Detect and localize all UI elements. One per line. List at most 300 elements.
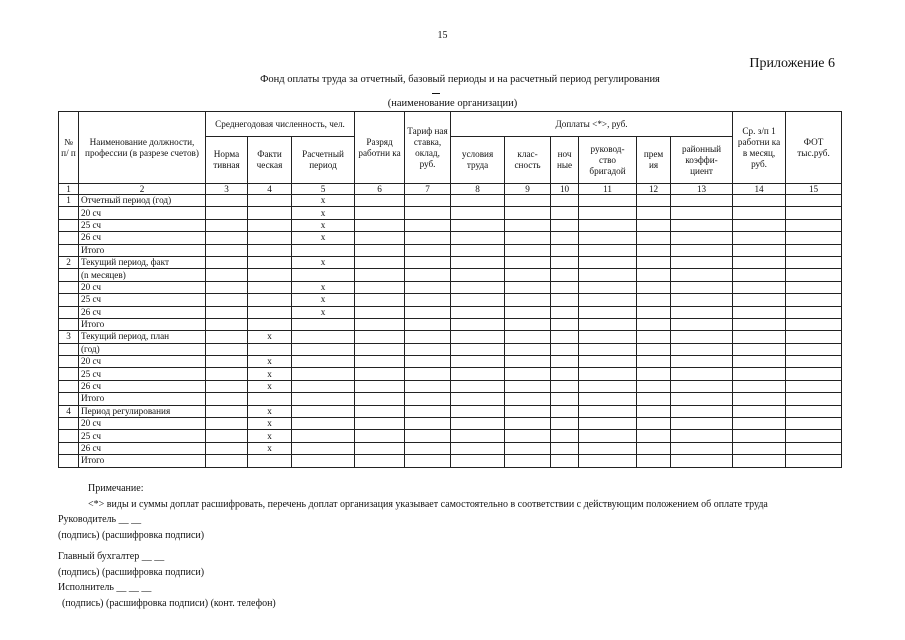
table-cell[interactable] <box>671 405 733 417</box>
table-cell[interactable] <box>355 430 405 442</box>
cell-fact[interactable]: x <box>248 356 292 368</box>
row-name[interactable]: Период регулирования <box>79 405 206 417</box>
table-cell[interactable] <box>551 281 579 293</box>
table-cell[interactable] <box>637 256 671 268</box>
table-cell[interactable] <box>579 219 637 231</box>
cell-calc[interactable] <box>292 380 355 392</box>
table-cell[interactable] <box>505 244 551 256</box>
table-cell[interactable] <box>637 331 671 343</box>
table-cell[interactable] <box>505 380 551 392</box>
table-cell[interactable] <box>405 356 451 368</box>
table-cell[interactable] <box>405 405 451 417</box>
table-cell[interactable] <box>451 306 505 318</box>
table-cell[interactable] <box>733 244 786 256</box>
table-cell[interactable] <box>637 380 671 392</box>
table-cell[interactable] <box>355 331 405 343</box>
table-cell[interactable] <box>405 269 451 281</box>
cell-fact[interactable] <box>248 232 292 244</box>
table-cell[interactable] <box>551 393 579 405</box>
row-number[interactable] <box>59 455 79 467</box>
table-cell[interactable] <box>451 393 505 405</box>
table-cell[interactable] <box>405 207 451 219</box>
table-cell[interactable] <box>579 306 637 318</box>
table-cell[interactable] <box>786 356 842 368</box>
table-cell[interactable] <box>451 380 505 392</box>
table-cell[interactable] <box>551 405 579 417</box>
table-cell[interactable] <box>355 306 405 318</box>
cell-norm[interactable] <box>206 207 248 219</box>
table-cell[interactable] <box>451 430 505 442</box>
table-cell[interactable] <box>637 418 671 430</box>
cell-calc[interactable] <box>292 368 355 380</box>
table-cell[interactable] <box>786 331 842 343</box>
row-name[interactable]: Итого <box>79 244 206 256</box>
row-name[interactable]: 25 сч <box>79 219 206 231</box>
table-cell[interactable] <box>671 195 733 207</box>
table-cell[interactable] <box>786 430 842 442</box>
cell-norm[interactable] <box>206 256 248 268</box>
cell-calc[interactable]: x <box>292 294 355 306</box>
table-cell[interactable] <box>733 442 786 454</box>
row-name[interactable]: 25 сч <box>79 294 206 306</box>
row-name[interactable]: 26 сч <box>79 380 206 392</box>
table-cell[interactable] <box>579 195 637 207</box>
table-cell[interactable] <box>505 232 551 244</box>
table-cell[interactable] <box>671 368 733 380</box>
table-cell[interactable] <box>637 244 671 256</box>
table-cell[interactable] <box>637 281 671 293</box>
table-cell[interactable] <box>405 294 451 306</box>
table-cell[interactable] <box>451 269 505 281</box>
table-cell[interactable] <box>786 232 842 244</box>
row-number[interactable] <box>59 269 79 281</box>
table-cell[interactable] <box>579 430 637 442</box>
table-cell[interactable] <box>786 343 842 355</box>
cell-norm[interactable] <box>206 380 248 392</box>
cell-fact[interactable]: x <box>248 380 292 392</box>
row-name[interactable]: (год) <box>79 343 206 355</box>
cell-norm[interactable] <box>206 455 248 467</box>
table-cell[interactable] <box>551 195 579 207</box>
table-cell[interactable] <box>551 442 579 454</box>
table-cell[interactable] <box>355 455 405 467</box>
cell-fact[interactable] <box>248 256 292 268</box>
table-cell[interactable] <box>355 269 405 281</box>
table-cell[interactable] <box>579 244 637 256</box>
table-cell[interactable] <box>671 418 733 430</box>
table-cell[interactable] <box>671 442 733 454</box>
table-cell[interactable] <box>405 418 451 430</box>
table-cell[interactable] <box>405 219 451 231</box>
table-cell[interactable] <box>405 455 451 467</box>
row-number[interactable] <box>59 393 79 405</box>
table-cell[interactable] <box>786 318 842 330</box>
table-cell[interactable] <box>733 405 786 417</box>
table-cell[interactable] <box>451 405 505 417</box>
table-cell[interactable] <box>579 405 637 417</box>
row-number[interactable] <box>59 418 79 430</box>
table-cell[interactable] <box>405 430 451 442</box>
table-cell[interactable] <box>733 455 786 467</box>
table-cell[interactable] <box>671 430 733 442</box>
table-cell[interactable] <box>505 393 551 405</box>
table-cell[interactable] <box>786 269 842 281</box>
table-cell[interactable] <box>733 393 786 405</box>
table-cell[interactable] <box>451 207 505 219</box>
table-cell[interactable] <box>551 219 579 231</box>
row-number[interactable] <box>59 232 79 244</box>
table-cell[interactable] <box>405 195 451 207</box>
table-cell[interactable] <box>355 294 405 306</box>
table-cell[interactable] <box>786 393 842 405</box>
table-cell[interactable] <box>451 343 505 355</box>
table-cell[interactable] <box>355 442 405 454</box>
table-cell[interactable] <box>671 455 733 467</box>
table-cell[interactable] <box>786 195 842 207</box>
table-cell[interactable] <box>786 281 842 293</box>
table-cell[interactable] <box>355 343 405 355</box>
table-cell[interactable] <box>451 232 505 244</box>
table-cell[interactable] <box>579 442 637 454</box>
table-cell[interactable] <box>355 244 405 256</box>
table-cell[interactable] <box>451 318 505 330</box>
table-cell[interactable] <box>405 232 451 244</box>
cell-norm[interactable] <box>206 368 248 380</box>
table-cell[interactable] <box>355 356 405 368</box>
cell-fact[interactable]: x <box>248 418 292 430</box>
table-cell[interactable] <box>551 318 579 330</box>
row-name[interactable]: Отчетный период (год) <box>79 195 206 207</box>
row-number[interactable] <box>59 343 79 355</box>
table-cell[interactable] <box>579 418 637 430</box>
cell-norm[interactable] <box>206 343 248 355</box>
table-cell[interactable] <box>505 430 551 442</box>
table-cell[interactable] <box>786 294 842 306</box>
cell-norm[interactable] <box>206 306 248 318</box>
cell-norm[interactable] <box>206 331 248 343</box>
row-name[interactable]: Текущий период, факт <box>79 256 206 268</box>
table-cell[interactable] <box>505 306 551 318</box>
table-cell[interactable] <box>786 244 842 256</box>
table-cell[interactable] <box>637 393 671 405</box>
table-cell[interactable] <box>451 455 505 467</box>
table-cell[interactable] <box>671 244 733 256</box>
cell-norm[interactable] <box>206 219 248 231</box>
table-cell[interactable] <box>671 207 733 219</box>
table-cell[interactable] <box>355 368 405 380</box>
table-cell[interactable] <box>551 294 579 306</box>
table-cell[interactable] <box>405 380 451 392</box>
table-cell[interactable] <box>786 418 842 430</box>
table-cell[interactable] <box>505 455 551 467</box>
table-cell[interactable] <box>637 232 671 244</box>
table-cell[interactable] <box>637 207 671 219</box>
cell-calc[interactable] <box>292 318 355 330</box>
table-cell[interactable] <box>733 430 786 442</box>
row-name[interactable]: 26 сч <box>79 232 206 244</box>
table-cell[interactable] <box>579 343 637 355</box>
row-name[interactable]: Итого <box>79 318 206 330</box>
table-cell[interactable] <box>355 195 405 207</box>
cell-fact[interactable]: x <box>248 442 292 454</box>
table-cell[interactable] <box>451 244 505 256</box>
row-name[interactable]: 20 сч <box>79 281 206 293</box>
row-name[interactable]: 26 сч <box>79 306 206 318</box>
cell-fact[interactable] <box>248 269 292 281</box>
cell-calc[interactable] <box>292 343 355 355</box>
table-cell[interactable] <box>671 281 733 293</box>
row-number[interactable] <box>59 219 79 231</box>
row-name[interactable]: 26 сч <box>79 442 206 454</box>
table-cell[interactable] <box>505 405 551 417</box>
cell-norm[interactable] <box>206 294 248 306</box>
table-cell[interactable] <box>671 306 733 318</box>
row-number[interactable] <box>59 442 79 454</box>
table-cell[interactable] <box>451 294 505 306</box>
table-cell[interactable] <box>451 368 505 380</box>
cell-norm[interactable] <box>206 232 248 244</box>
cell-calc[interactable]: x <box>292 306 355 318</box>
table-cell[interactable] <box>671 380 733 392</box>
table-cell[interactable] <box>637 442 671 454</box>
table-cell[interactable] <box>405 343 451 355</box>
row-name[interactable]: 20 сч <box>79 356 206 368</box>
table-cell[interactable] <box>551 380 579 392</box>
cell-calc[interactable] <box>292 269 355 281</box>
table-cell[interactable] <box>579 256 637 268</box>
table-cell[interactable] <box>451 281 505 293</box>
table-cell[interactable] <box>355 281 405 293</box>
cell-calc[interactable] <box>292 455 355 467</box>
table-cell[interactable] <box>355 318 405 330</box>
table-cell[interactable] <box>786 380 842 392</box>
table-cell[interactable] <box>786 219 842 231</box>
table-cell[interactable] <box>733 269 786 281</box>
table-cell[interactable] <box>551 207 579 219</box>
table-cell[interactable] <box>405 244 451 256</box>
table-cell[interactable] <box>733 418 786 430</box>
cell-fact[interactable] <box>248 393 292 405</box>
table-cell[interactable] <box>733 219 786 231</box>
row-number[interactable]: 1 <box>59 195 79 207</box>
table-cell[interactable] <box>671 232 733 244</box>
row-number[interactable] <box>59 306 79 318</box>
table-cell[interactable] <box>579 368 637 380</box>
table-cell[interactable] <box>355 393 405 405</box>
cell-norm[interactable] <box>206 442 248 454</box>
cell-norm[interactable] <box>206 356 248 368</box>
table-cell[interactable] <box>671 294 733 306</box>
table-cell[interactable] <box>733 331 786 343</box>
table-cell[interactable] <box>733 356 786 368</box>
table-cell[interactable] <box>505 442 551 454</box>
cell-norm[interactable] <box>206 405 248 417</box>
table-cell[interactable] <box>355 207 405 219</box>
table-cell[interactable] <box>451 442 505 454</box>
cell-fact[interactable]: x <box>248 331 292 343</box>
cell-fact[interactable] <box>248 244 292 256</box>
cell-calc[interactable] <box>292 405 355 417</box>
cell-fact[interactable] <box>248 207 292 219</box>
cell-calc[interactable]: x <box>292 195 355 207</box>
cell-fact[interactable]: x <box>248 430 292 442</box>
cell-calc[interactable]: x <box>292 256 355 268</box>
row-name[interactable]: Итого <box>79 393 206 405</box>
table-cell[interactable] <box>451 195 505 207</box>
table-cell[interactable] <box>671 356 733 368</box>
table-cell[interactable] <box>355 232 405 244</box>
table-cell[interactable] <box>671 331 733 343</box>
table-cell[interactable] <box>733 281 786 293</box>
cell-fact[interactable]: x <box>248 368 292 380</box>
cell-calc[interactable] <box>292 356 355 368</box>
table-cell[interactable] <box>551 368 579 380</box>
row-name[interactable]: Итого <box>79 455 206 467</box>
cell-fact[interactable] <box>248 343 292 355</box>
row-number[interactable] <box>59 380 79 392</box>
cell-calc[interactable] <box>292 430 355 442</box>
table-cell[interactable] <box>786 306 842 318</box>
cell-fact[interactable] <box>248 455 292 467</box>
table-cell[interactable] <box>505 219 551 231</box>
table-cell[interactable] <box>786 368 842 380</box>
table-cell[interactable] <box>551 343 579 355</box>
table-cell[interactable] <box>786 442 842 454</box>
table-cell[interactable] <box>551 430 579 442</box>
table-cell[interactable] <box>637 294 671 306</box>
table-cell[interactable] <box>405 318 451 330</box>
table-cell[interactable] <box>579 294 637 306</box>
table-cell[interactable] <box>733 256 786 268</box>
cell-fact[interactable] <box>248 195 292 207</box>
table-cell[interactable] <box>733 343 786 355</box>
table-cell[interactable] <box>551 269 579 281</box>
table-cell[interactable] <box>671 318 733 330</box>
table-cell[interactable] <box>551 418 579 430</box>
row-number[interactable] <box>59 430 79 442</box>
table-cell[interactable] <box>579 207 637 219</box>
table-cell[interactable] <box>671 269 733 281</box>
cell-norm[interactable] <box>206 393 248 405</box>
table-cell[interactable] <box>579 232 637 244</box>
table-cell[interactable] <box>551 331 579 343</box>
table-cell[interactable] <box>671 256 733 268</box>
table-cell[interactable] <box>505 356 551 368</box>
table-cell[interactable] <box>451 356 505 368</box>
table-cell[interactable] <box>733 232 786 244</box>
table-cell[interactable] <box>671 393 733 405</box>
cell-calc[interactable]: x <box>292 207 355 219</box>
table-cell[interactable] <box>733 306 786 318</box>
cell-calc[interactable] <box>292 442 355 454</box>
table-cell[interactable] <box>637 269 671 281</box>
table-cell[interactable] <box>733 368 786 380</box>
cell-calc[interactable]: x <box>292 219 355 231</box>
row-name[interactable]: Текущий период, план <box>79 331 206 343</box>
table-cell[interactable] <box>733 380 786 392</box>
table-cell[interactable] <box>551 244 579 256</box>
table-cell[interactable] <box>505 269 551 281</box>
table-cell[interactable] <box>551 232 579 244</box>
cell-fact[interactable] <box>248 294 292 306</box>
table-cell[interactable] <box>451 331 505 343</box>
table-cell[interactable] <box>637 219 671 231</box>
table-cell[interactable] <box>405 368 451 380</box>
table-cell[interactable] <box>405 281 451 293</box>
row-number[interactable] <box>59 318 79 330</box>
row-name[interactable]: 20 сч <box>79 418 206 430</box>
table-cell[interactable] <box>671 343 733 355</box>
table-cell[interactable] <box>451 219 505 231</box>
table-cell[interactable] <box>551 455 579 467</box>
table-cell[interactable] <box>637 343 671 355</box>
table-cell[interactable] <box>405 393 451 405</box>
table-cell[interactable] <box>355 405 405 417</box>
table-cell[interactable] <box>579 331 637 343</box>
table-cell[interactable] <box>733 207 786 219</box>
cell-calc[interactable] <box>292 244 355 256</box>
cell-calc[interactable]: x <box>292 232 355 244</box>
row-number[interactable]: 4 <box>59 405 79 417</box>
table-cell[interactable] <box>505 318 551 330</box>
table-cell[interactable] <box>505 294 551 306</box>
cell-fact[interactable]: x <box>248 405 292 417</box>
table-cell[interactable] <box>579 393 637 405</box>
table-cell[interactable] <box>579 356 637 368</box>
row-name[interactable]: 25 сч <box>79 368 206 380</box>
cell-norm[interactable] <box>206 281 248 293</box>
row-number[interactable]: 3 <box>59 331 79 343</box>
table-cell[interactable] <box>505 256 551 268</box>
table-cell[interactable] <box>786 207 842 219</box>
table-cell[interactable] <box>786 256 842 268</box>
row-number[interactable] <box>59 368 79 380</box>
table-cell[interactable] <box>505 331 551 343</box>
table-cell[interactable] <box>733 195 786 207</box>
row-name[interactable]: (n месяцев) <box>79 269 206 281</box>
row-number[interactable] <box>59 356 79 368</box>
cell-fact[interactable] <box>248 318 292 330</box>
table-cell[interactable] <box>671 219 733 231</box>
table-cell[interactable] <box>733 318 786 330</box>
row-number[interactable]: 2 <box>59 256 79 268</box>
table-cell[interactable] <box>637 368 671 380</box>
table-cell[interactable] <box>551 306 579 318</box>
cell-calc[interactable]: x <box>292 281 355 293</box>
table-cell[interactable] <box>579 455 637 467</box>
cell-norm[interactable] <box>206 269 248 281</box>
table-cell[interactable] <box>505 343 551 355</box>
table-cell[interactable] <box>637 430 671 442</box>
table-cell[interactable] <box>733 294 786 306</box>
cell-calc[interactable] <box>292 331 355 343</box>
row-name[interactable]: 25 сч <box>79 430 206 442</box>
table-cell[interactable] <box>405 442 451 454</box>
table-cell[interactable] <box>579 281 637 293</box>
table-cell[interactable] <box>405 331 451 343</box>
cell-fact[interactable] <box>248 219 292 231</box>
row-number[interactable] <box>59 294 79 306</box>
table-cell[interactable] <box>579 269 637 281</box>
table-cell[interactable] <box>637 195 671 207</box>
table-cell[interactable] <box>637 318 671 330</box>
table-cell[interactable] <box>579 318 637 330</box>
cell-calc[interactable] <box>292 418 355 430</box>
table-cell[interactable] <box>355 219 405 231</box>
cell-norm[interactable] <box>206 318 248 330</box>
table-cell[interactable] <box>637 356 671 368</box>
row-name[interactable]: 20 сч <box>79 207 206 219</box>
